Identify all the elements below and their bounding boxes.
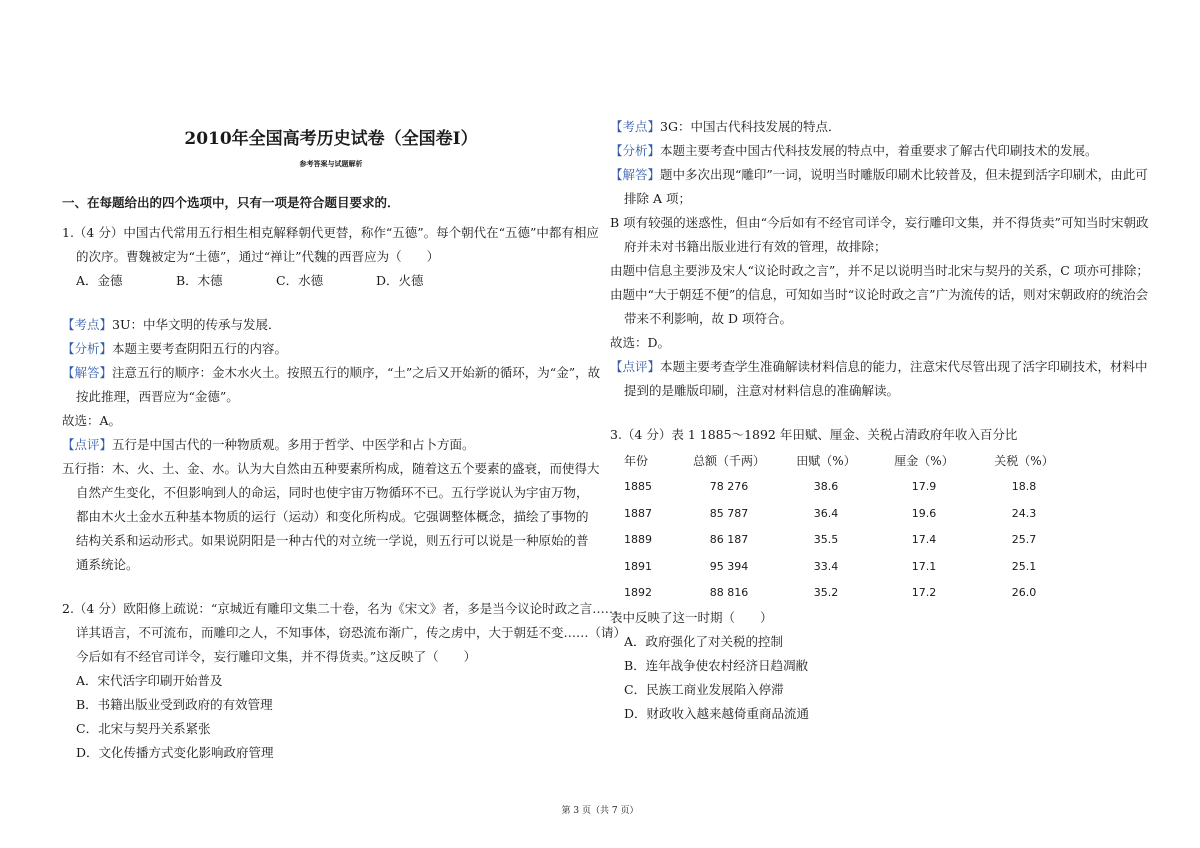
q1-stem-line-1: 1.（4 分）中国古代常用五行相生相克解释朝代更替，称作“五德”。每个朝代在“五德”中都有相应 — [62, 225, 599, 240]
table-row: 1892 88 816 35.2 17.2 26.0 — [624, 586, 1037, 600]
q1-fenxi-tag: 【分析】 — [62, 341, 113, 356]
q1-fenxi: 【分析】本题主要考查阴阳五行的内容。 — [62, 341, 288, 356]
table-row: 1887 85 787 36.4 19.6 24.3 — [624, 506, 1037, 520]
q2-d-line-2: 带来不利影响，故 D 项符合。 — [624, 311, 792, 326]
q1-kaodian-tag: 【考点】 — [62, 317, 113, 332]
q2-fenxi: 【分析】本题主要考查中国古代科技发展的特点中，着重要求了解古代印刷技术的发展。 — [610, 143, 1098, 158]
q1-stem-line-2: 的次序。曹魏被定为“土德”，通过“禅让”代魏的西晋应为（ ） — [76, 249, 440, 264]
q1-jieda: 【解答】注意五行的顺序：金木水火土。按照五行的顺序，“土”之后又开始新的循环，为“金”，故 — [62, 365, 601, 380]
q2-fenxi-tag: 【分析】 — [610, 143, 661, 158]
q3-header-guanshui: 关税（%） — [994, 453, 1054, 468]
q1-jieda-tag: 【解答】 — [62, 365, 113, 380]
q3-option-a: A．政府强化了对关税的控制 — [624, 634, 784, 649]
q3-table-header — [624, 447, 1130, 474]
q3-table — [624, 447, 1130, 606]
q1-extra-line-1: 五行指：木、火、土、金、水。认为大自然由五种要素所构成，随着这五个要素的盛衰，而使得大 — [62, 461, 600, 476]
q2-stem-line-3: 今后如有不经官司详令，妄行雕印文集，并不得货卖。”这反映了（ ） — [76, 649, 477, 664]
q2-kaodian: 【考点】3G：中国古代科技发展的特点． — [610, 119, 841, 134]
right-column — [610, 115, 1149, 726]
q2-jieda: 【解答】题中多次出现“雕印”一词，说明当时雕版印刷术比较普及，但未提到活字印刷术，由此可 — [610, 167, 1148, 182]
table-row: 1885 78 276 38.6 17.9 18.8 — [624, 480, 1037, 494]
q1-dianping: 【点评】五行是中国古代的一种物质观。多用于哲学、中医学和占卜方面。 — [62, 437, 475, 452]
q2-jieda-tag: 【解答】 — [610, 167, 661, 182]
q1-extra-line-5: 通系统论。 — [76, 557, 139, 572]
q2-c-line: 由题中信息主要涉及宋人“议论时政之言”，并不足以说明当时北宋与契丹的关系，C 项亦可排除； — [610, 263, 1149, 278]
q1-kaodian: 【考点】3U：中华文明的传承与发展． — [62, 317, 281, 332]
q2-dianping-line-2: 提到的是雕版印刷，注意对材料信息的准确解读。 — [624, 383, 900, 398]
q2-option-a: A．宋代活字印刷开始普及 — [76, 673, 223, 688]
q2-d-line-1: 由题中“大于朝廷不便”的信息，可知如当时“议论时政之言”广为流传的话，则对宋朝政府的统治会 — [610, 287, 1149, 302]
left-column — [62, 112, 627, 765]
q2-option-c: C．北宋与契丹关系紧张 — [76, 721, 211, 736]
page-subtitle: 参考答案与试题解析 — [299, 159, 363, 168]
q1-dianping-tag: 【点评】 — [62, 437, 113, 452]
q1-option-d: D．火德 — [376, 273, 424, 288]
table-row: 1891 95 394 33.4 17.1 25.1 — [624, 559, 1037, 573]
q1-extra-line-2: 自然产生变化，不但影响到人的命运，同时也使宇宙万物循环不已。五行学说认为宇宙万物， — [76, 485, 589, 500]
q2-option-d: D．文化传播方式变化影响政府管理 — [76, 745, 274, 760]
q1-option-a: A．金德 — [76, 273, 123, 288]
page-footer: 第 3 页（共 7 页） — [561, 806, 639, 816]
q2-stem-line-2: 详其语言，不可流布，而雕印之人，不知事体，窃恐流布渐广，传之虏中，大于朝廷不变……（请） — [76, 625, 627, 640]
q2-stem-line-1: 2.（4 分）欧阳修上疏说：“京城近有雕印文集二十卷，名为《宋文》者，多是当今议论时政之言…… — [62, 601, 618, 616]
q3-option-d: D．财政收入越来越倚重商品流通 — [624, 706, 810, 721]
q2-dianping: 【点评】本题主要考查学生准确解读材料信息的能力，注意宋代尽管出现了活字印刷技术，材料中 — [610, 359, 1148, 374]
table-row: 1889 86 187 35.5 17.4 25.7 — [624, 533, 1037, 547]
q3-header-tianfu: 田赋（%） — [796, 453, 856, 468]
q2-kaodian-tag: 【考点】 — [610, 119, 661, 134]
q2-b-line-1: B 项有较强的迷惑性，但由“今后如有不经官司详令，妄行雕印文集，并不得货卖”可知当时宋朝政 — [610, 215, 1149, 230]
page-title: 2010年全国高考历史试卷（全国卷Ⅰ） — [184, 129, 478, 149]
q2-answer: 故选：D。 — [610, 335, 671, 350]
q1-jieda-line-2: 按此推理，西晋应为“金德”。 — [76, 389, 239, 404]
q1-options — [62, 269, 600, 293]
q3-option-c: C．民族工商业发展陷入停滞 — [624, 682, 784, 697]
q3-header-total: 总额（千两） — [692, 453, 765, 468]
q2-jieda-line-2: 排除 A 项； — [624, 191, 691, 206]
q3-question: 表中反映了这一时期（ ） — [610, 610, 773, 625]
q3-stem: 3.（4 分）表 1 1885～1892 年田赋、厘金、关税占清政府年收入百分比 — [610, 427, 1018, 442]
section-heading: 一、在每题给出的四个选项中，只有一项是符合题目要求的． — [62, 195, 400, 210]
q3-header-year: 年份 — [624, 453, 649, 468]
q1-extra-line-3: 都由木火土金水五种基本物质的运行（运动）和变化所构成。它强调整体概念，描绘了事物的 — [76, 509, 589, 524]
q2-option-b: B．书籍出版业受到政府的有效管理 — [76, 697, 273, 712]
q2-b-line-2: 府并未对书籍出版业进行有效的管理，故排除； — [624, 239, 887, 254]
q2-dianping-tag: 【点评】 — [610, 359, 661, 374]
q1-extra-line-4: 结构关系和运动形式。如果说阴阳是一种古代的对立统一学说，则五行可以说是一种原始的普 — [76, 533, 589, 548]
q1-option-c: C．水德 — [276, 273, 324, 288]
q3-option-b: B．连年战争使农村经济日趋凋敝 — [624, 658, 809, 673]
q1-answer: 故选：A。 — [62, 413, 122, 428]
q3-header-lijin: 厘金（%） — [894, 453, 954, 468]
q1-option-b: B．木德 — [176, 273, 223, 288]
